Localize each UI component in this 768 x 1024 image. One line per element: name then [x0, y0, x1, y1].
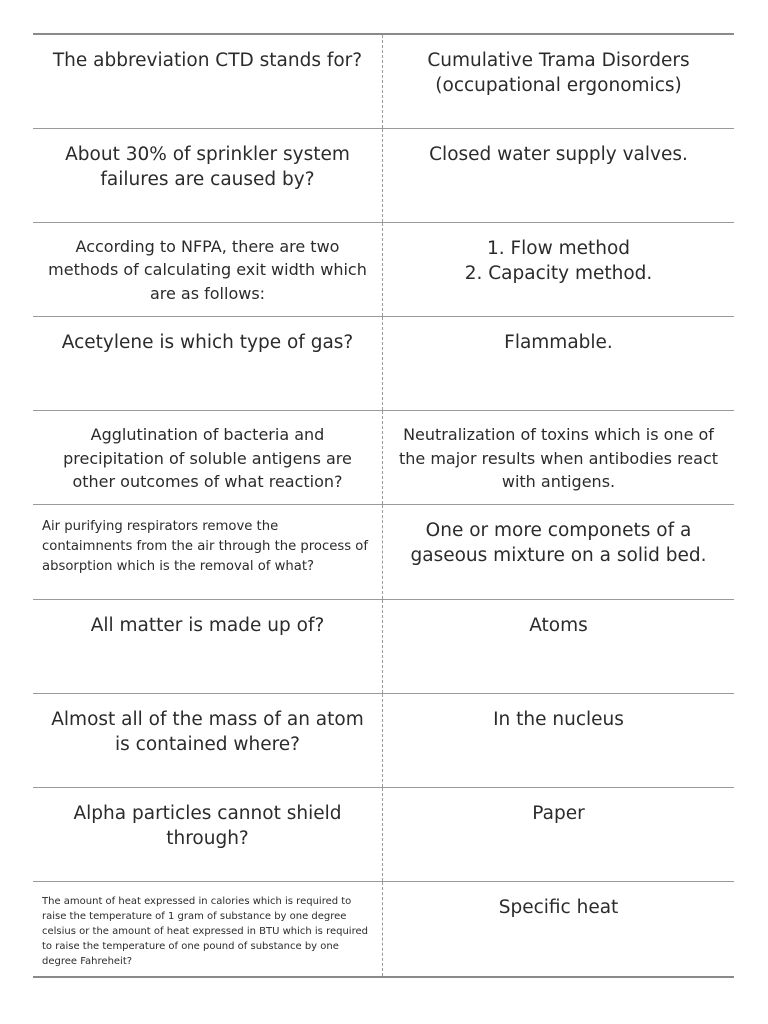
flashcard-row	[33, 129, 734, 223]
card-question: Air purifying respirators remove the contaimnents from the air through the process of absorption which is the removal of what?	[33, 505, 383, 598]
flashcard-row	[33, 35, 734, 129]
flashcard-sheet	[33, 33, 734, 978]
card-question: According to NFPA, there are two methods of calculating exit width which are as follows:	[33, 223, 383, 316]
flashcard-row	[33, 317, 734, 411]
flashcard-row	[33, 694, 734, 788]
flashcard-row	[33, 882, 734, 976]
card-answer: Neutralization of toxins which is one of the major results when antibodies react with antigens.	[398, 425, 719, 491]
card-answer: Flammable.	[504, 332, 613, 354]
card-question: The abbreviation CTD stands for?	[33, 35, 383, 128]
card-answer: Specific heat	[498, 896, 619, 918]
card-answer: Paper	[532, 802, 585, 824]
card-answer: One or more componets of a gaseous mixture on a solid bed.	[410, 520, 707, 567]
card-answer: Closed water supply valves.	[429, 144, 688, 166]
flashcard-row	[33, 505, 734, 599]
card-question: Acetylene is which type of gas?	[33, 317, 383, 410]
card-answer: In the nucleus	[493, 708, 624, 730]
flashcard-row	[33, 411, 734, 505]
flashcard-row	[33, 788, 734, 882]
card-question: Agglutination of bacteria and precipitation of soluble antigens are other outcomes of what reaction?	[33, 411, 383, 504]
card-answer: Cumulative Trama Disorders (occupational ergonomics)	[427, 50, 690, 96]
flashcard-row	[33, 600, 734, 694]
card-answer: Atoms	[529, 614, 588, 636]
card-question: Almost all of the mass of an atom is contained where?	[33, 694, 383, 787]
card-question: All matter is made up of?	[33, 600, 383, 693]
card-answer: 1. Flow method 2. Capacity method.	[464, 238, 653, 285]
card-question: The amount of heat expressed in calories which is required to raise the temperature of 1 gram of substance by one degree celsius or the amount of heat expressed in BTU which is required to raise the temperature of one pound of substance by one degree Fahreheit?	[33, 882, 383, 976]
card-question: Alpha particles cannot shield through?	[33, 788, 383, 881]
flashcard-row	[33, 223, 734, 317]
card-question: About 30% of sprinkler system failures are caused by?	[33, 129, 383, 222]
